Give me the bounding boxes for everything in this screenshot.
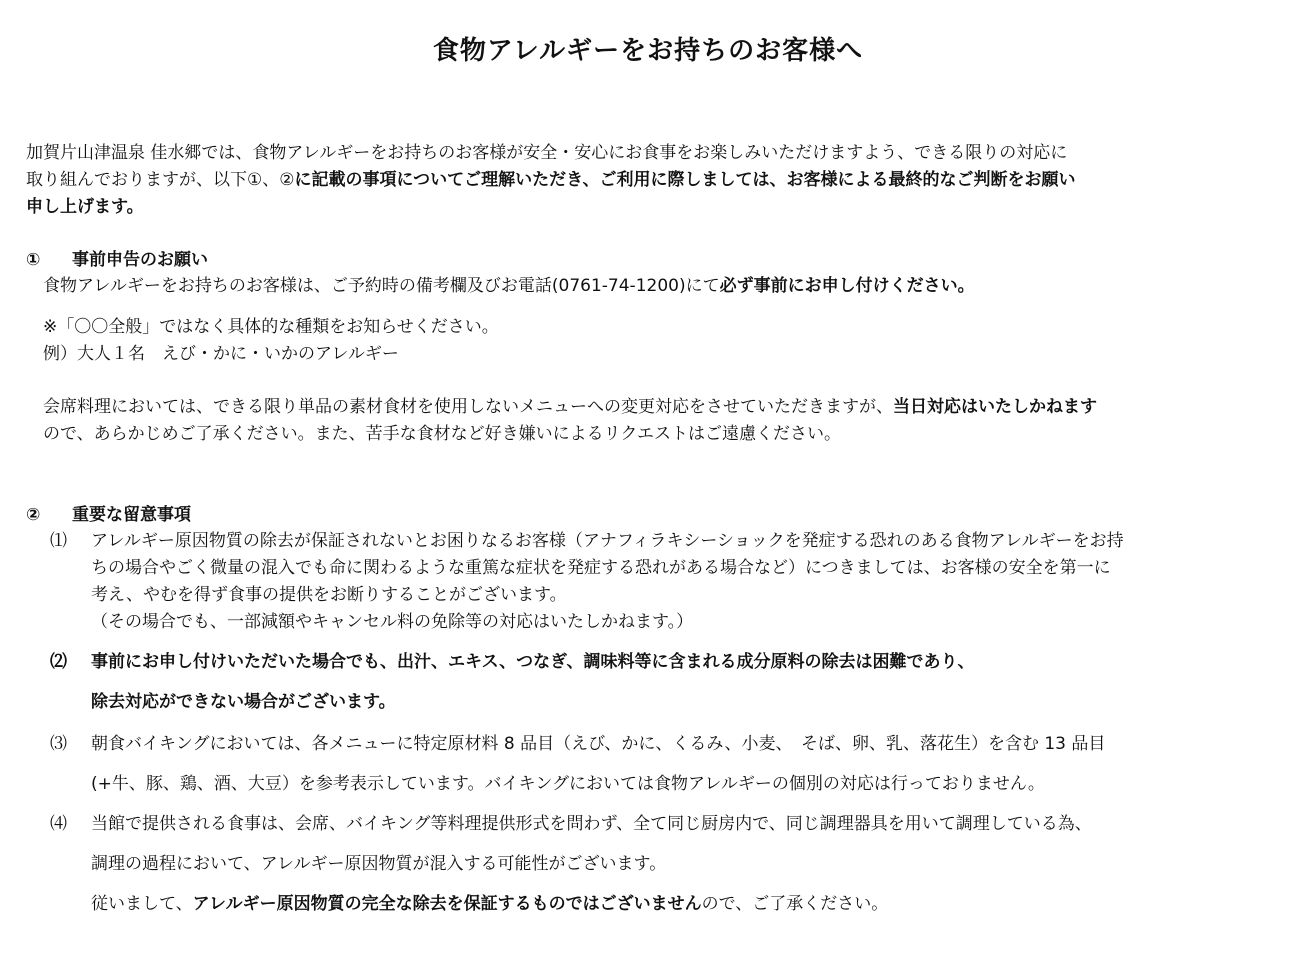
section-1-marker: ① (26, 250, 41, 270)
intro-line-2 (26, 168, 1075, 192)
item-1-line-2: ちの場合やごく微量の混入でも命に関わるような重篤な症状を発症する恐れがある場合など）につきましては、お客様の安全を第一に (91, 558, 1111, 578)
item-3-line-1: 朝食バイキングにおいては、各メニューに特定原材料 8 品目（えび、かに、くるみ、小麦、 そば、卵、乳、落花生）を含む 13 品目 (91, 734, 1106, 754)
section-1-para-line-1-bold: 当日対応はいたしかねます (893, 397, 1097, 417)
section-1-line-1 (43, 274, 975, 298)
item-1-line-3: 考え、やむを得ず食事の提供をお断りすることがございます。 (91, 585, 567, 605)
section-2-heading (26, 503, 191, 527)
item-2-line-1: 事前にお申し付けいただいた場合でも、出汁、エキス、つなぎ、調味料等に含まれる成分原料の除去は困難であり、 (91, 652, 975, 672)
section-1-note-1: ※「〇〇全般」ではなく具体的な種類をお知らせください。 (43, 317, 499, 337)
item-3-line-2: (+牛、豚、鶏、酒、大豆）を参考表示しています。バイキングにおいては食物アレルギーの個別の対応は行っておりません。 (91, 774, 1045, 794)
section-2-marker: ② (26, 505, 41, 525)
section-1-heading (26, 248, 208, 272)
intro-line-3: 申し上げます。 (26, 197, 144, 217)
item-4-line-3-bold: アレルギー原因物質の完全な除去を保証するものではございません (192, 894, 702, 914)
section-1-para-line-1-normal: 会席料理においては、できる限り単品の素材食材を使用しないメニューへの変更対応をさせていただきますが、 (43, 397, 893, 417)
item-1-line-4: （その場合でも、一部減額やキャンセル料の免除等の対応はいたしかねます。） (91, 612, 694, 632)
section-1-note-2: 例）大人１名 えび・かに・いかのアレルギー (43, 344, 399, 364)
item-3-number: ⑶ (50, 734, 67, 754)
intro-line-2-normal: 取り組んでおりますが、以下①、② (26, 170, 295, 190)
section-1-line-1-bold: 必ず事前にお申し付けください。 (719, 276, 975, 296)
item-4-line-3-normal-a: 従いまして、 (91, 894, 193, 914)
item-4-line-3 (91, 892, 888, 916)
item-4-line-2: 調理の過程において、アレルギー原因物質が混入する可能性がございます。 (91, 854, 667, 874)
item-4-line-1: 当館で提供される食事は、会席、バイキング等料理提供形式を問わず、全て同じ厨房内で、同じ調理器具を用いて調理している為、 (91, 814, 1092, 834)
section-1-line-1-normal: 食物アレルギーをお持ちのお客様は、ご予約時の備考欄及びお電話(0761-74-1200)にて (43, 276, 720, 296)
item-1-line-1: アレルギー原因物質の除去が保証されないとお困りなるお客様（アナフィラキシーショックを発症する恐れのある食物アレルギーをお持 (91, 531, 1124, 551)
item-4-line-3-normal-b: ので、ご了承ください。 (701, 894, 889, 914)
item-4-number: ⑷ (50, 814, 67, 834)
item-2-number: ⑵ (50, 652, 67, 672)
intro-line-1: 加賀片山津温泉 佳水郷では、食物アレルギーをお持ちのお客様が安全・安心にお食事をお楽しみいただけますよう、できる限りの対応に (26, 143, 1068, 163)
item-1-number: ⑴ (50, 531, 67, 551)
section-1-title: 事前申告のお願い (72, 250, 208, 270)
section-1-para-line-2: ので、あらかじめご了承ください。また、苦手な食材など好き嫌いによるリクエストはご遠慮ください。 (43, 424, 841, 444)
intro-line-2-bold: に記載の事項についてご理解いただき、ご利用に際しましては、お客様による最終的なご判断をお願い (294, 170, 1076, 190)
item-2-line-2: 除去対応ができない場合がございます。 (91, 692, 396, 712)
section-2-title: 重要な留意事項 (72, 505, 191, 525)
document-title: 食物アレルギーをお持ちのお客様へ (432, 36, 864, 66)
section-1-para-line-1 (43, 395, 1097, 419)
